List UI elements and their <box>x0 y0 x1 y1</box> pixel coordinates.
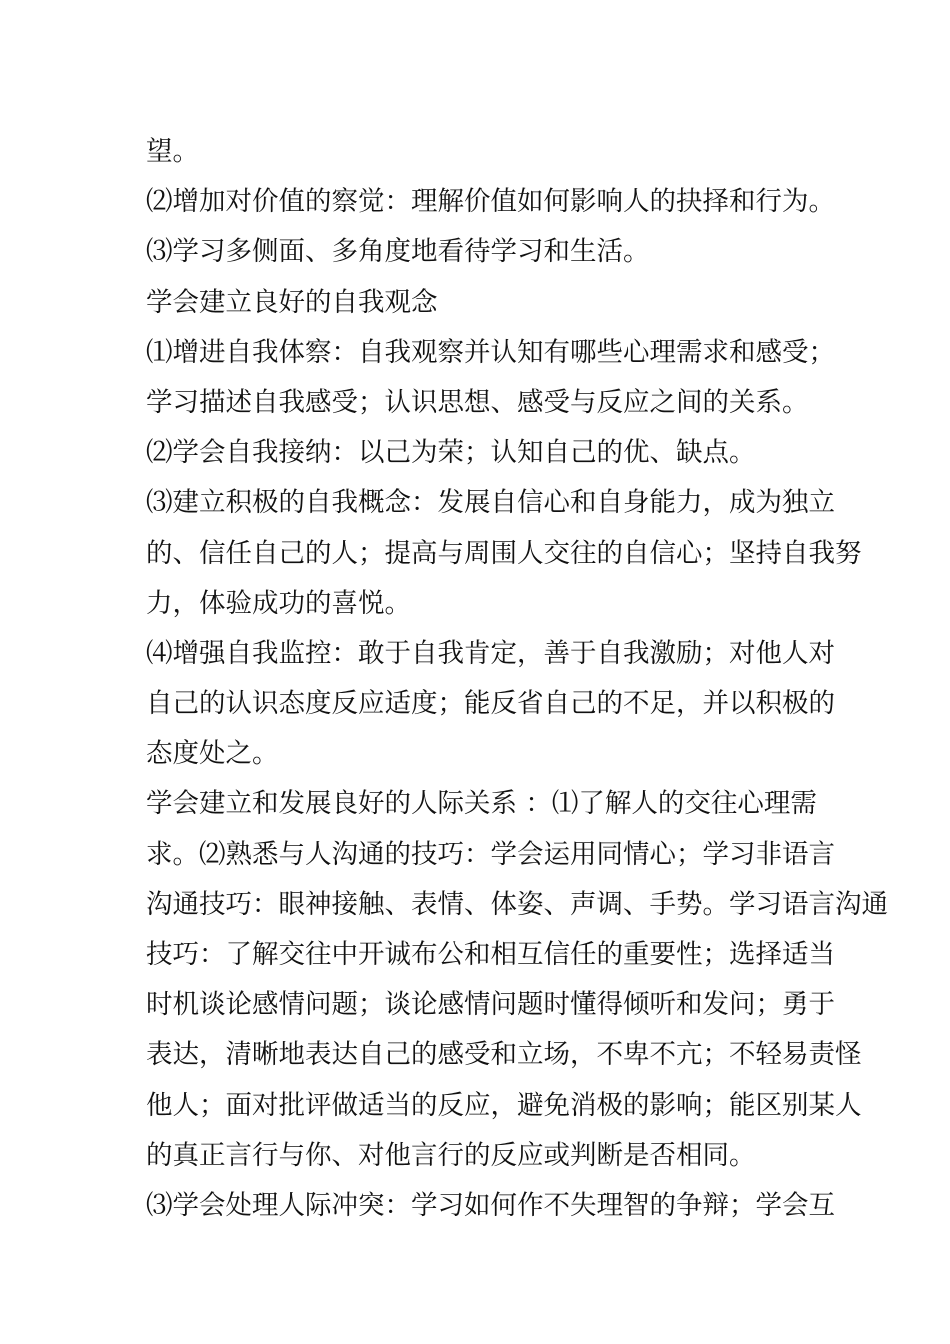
text-line: ⑶建立积极的自我概念：发展自信心和自身能力，成为独立 <box>146 487 835 519</box>
text-line: ⑶学习多侧面、多角度地看待学习和生活。 <box>146 236 650 268</box>
body-text <box>146 127 888 1231</box>
text-line: ⑶学会处理人际冲突：学习如何作不失理智的争辩；学会互 <box>146 1189 835 1221</box>
text-line: 学习描述自我感受；认识思想、感受与反应之间的关系。 <box>146 386 809 418</box>
text-line: 自己的认识态度反应适度；能反省自己的不足，并以积极的 <box>146 688 835 720</box>
text-line: 沟通技巧：眼神接触、表情、体姿、声调、手势。学习语言沟通 <box>146 888 888 920</box>
text-line: 的、信任自己的人；提高与周围人交往的自信心；坚持自我努 <box>146 537 862 569</box>
text-line: 表达，清晰地表达自己的感受和立场，不卑不亢；不轻易责怪 <box>146 1039 862 1071</box>
text-line: 望。 <box>146 136 199 167</box>
text-line: 的真正言行与你、对他言行的反应或判断是否相同。 <box>146 1139 756 1171</box>
text-line: ⑴增进自我体察：自我观察并认知有哪些心理需求和感受； <box>146 336 835 368</box>
text-line: 他人；面对批评做适当的反应，避免消极的影响；能区别某人 <box>146 1089 862 1121</box>
text-line: ⑷增强自我监控：敢于自我肯定，善于自我激励；对他人对 <box>146 637 835 669</box>
text-line: 态度处之。 <box>146 738 279 770</box>
text-line: 求。⑵熟悉与人沟通的技巧：学会运用同情心；学习非语言 <box>146 838 835 870</box>
text-line: ⑵增加对价值的察觉：理解价值如何影响人的抉择和行为。 <box>146 186 835 218</box>
text-line: ⑵学会自我接纳：以己为荣；认知自己的优、缺点。 <box>146 437 756 469</box>
text-line: 时机谈论感情问题；谈论感情问题时懂得倾听和发问；勇于 <box>146 989 835 1021</box>
section-heading: 学会建立良好的自我观念 <box>146 286 438 318</box>
section-heading: 学会建立和发展良好的人际关系 ：⑴了解人的交往心理需 <box>146 788 817 820</box>
text-line: 技巧：了解交往中开诚布公和相互信任的重要性；选择适当 <box>146 939 835 970</box>
text-line: 力，体验成功的喜悦。 <box>146 587 411 619</box>
